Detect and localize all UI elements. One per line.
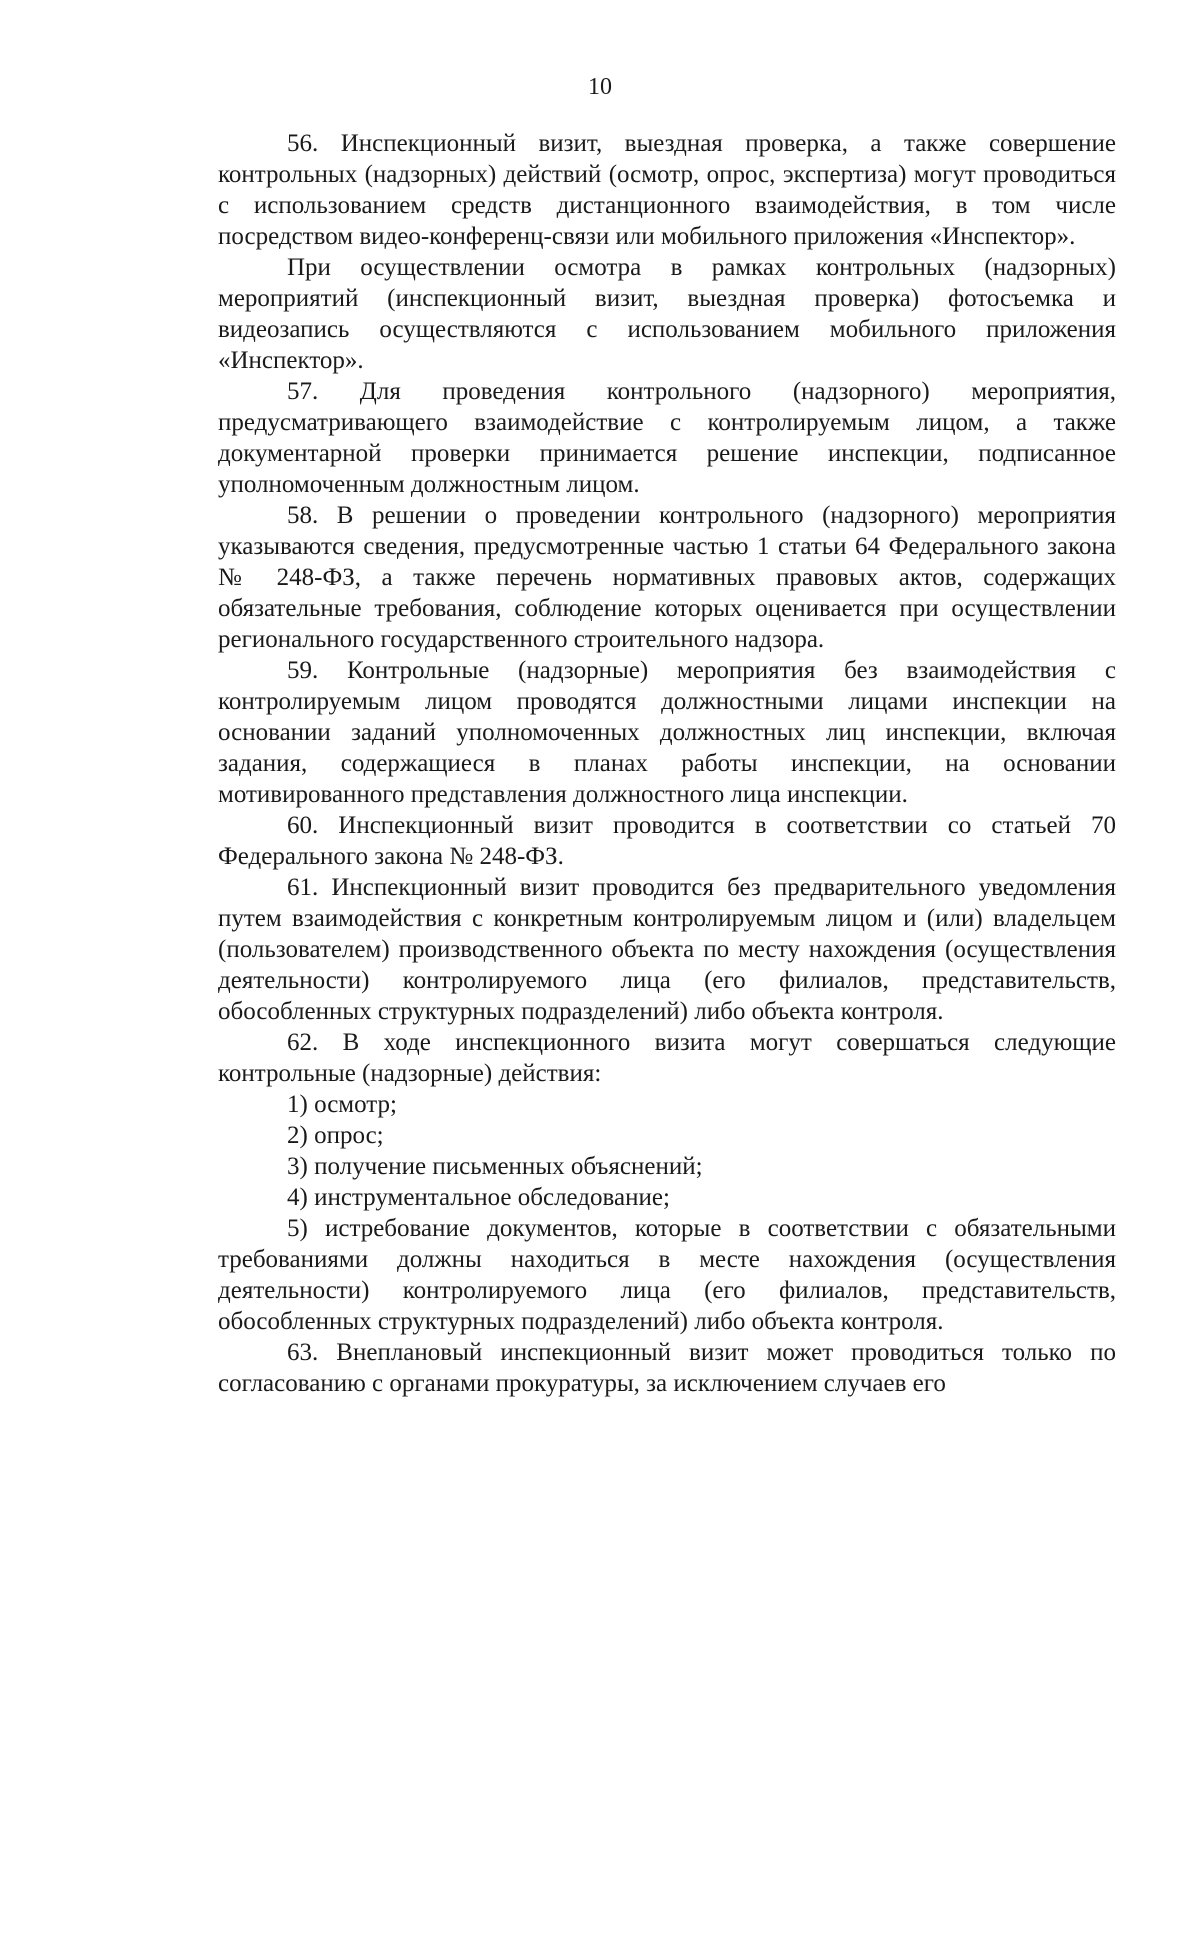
list-item-documents: 5) истребование документов, которые в соответствии с обязательными требованиями должны находиться в месте нахождения (осуществления деятельности) контролируемого лица (его филиалов, представительств, обособленных структурных подразделений) либо объекта контроля. bbox=[218, 1215, 1116, 1335]
paragraph-60: 60. Инспекционный визит проводится в соответствии со статьей 70 Федерального закона № 248-ФЗ. bbox=[218, 812, 1116, 870]
list-item-instrumental: 4) инструментальное обследование; bbox=[287, 1184, 670, 1211]
list-item-inspection: 1) осмотр; bbox=[287, 1091, 397, 1118]
paragraph-56: 56. Инспекционный визит, выездная проверка, а также совершение контрольных (надзорных) действий (осмотр, опрос, экспертиза) могут проводиться с использованием средств дистанционного взаимодействия, в том числе посредством видео-конференц-связи или мобильного приложения «Инспектор». bbox=[218, 130, 1116, 250]
document-body bbox=[218, 128, 1116, 1399]
paragraph-57: 57. Для проведения контрольного (надзорного) мероприятия, предусматривающего взаимодействие с контролируемым лицом, а также документарной проверки принимается решение инспекции, подписанное уполномоченным должностным лицом. bbox=[218, 378, 1116, 498]
paragraph-58: 58. В решении о проведении контрольного (надзорного) мероприятия указываются сведения, предусмотренные частью 1 статьи 64 Федерального закона № 248-ФЗ, а также перечень нормативных правовых актов, содержащих обязательные требования, соблюдение которых оценивается при осуществлении регионального государственного строительного надзора. bbox=[218, 502, 1116, 653]
paragraph-62: 62. В ходе инспекционного визита могут совершаться следующие контрольные (надзорные) действия: bbox=[218, 1029, 1116, 1087]
paragraph-56-photo: При осуществлении осмотра в рамках контрольных (надзорных) мероприятий (инспекционный визит, выездная проверка) фотосъемка и видеозапись осуществляются с использованием мобильного приложения «Инспектор». bbox=[218, 254, 1116, 374]
paragraph-61: 61. Инспекционный визит проводится без предварительного уведомления путем взаимодействия с конкретным контролируемым лицом и (или) владельцем (пользователем) производственного объекта по месту нахождения (осуществления деятельности) контролируемого лица (его филиалов, представительств, обособленных структурных подразделений) либо объекта контроля. bbox=[218, 874, 1116, 1025]
paragraph-59: 59. Контрольные (надзорные) мероприятия без взаимодействия с контролируемым лицом проводятся должностными лицами инспекции на основании заданий уполномоченных должностных лиц инспекции, включая задания, содержащиеся в планах работы инспекции, на основании мотивированного представления должностного лица инспекции. bbox=[218, 657, 1116, 808]
list-item-survey: 2) опрос; bbox=[287, 1122, 384, 1149]
page-number: 10 bbox=[588, 74, 612, 100]
list-item-explanations: 3) получение письменных объяснений; bbox=[287, 1153, 703, 1180]
paragraph-63: 63. Внеплановый инспекционный визит может проводиться только по согласованию с органами прокуратуры, за исключением случаев его bbox=[218, 1339, 1116, 1397]
